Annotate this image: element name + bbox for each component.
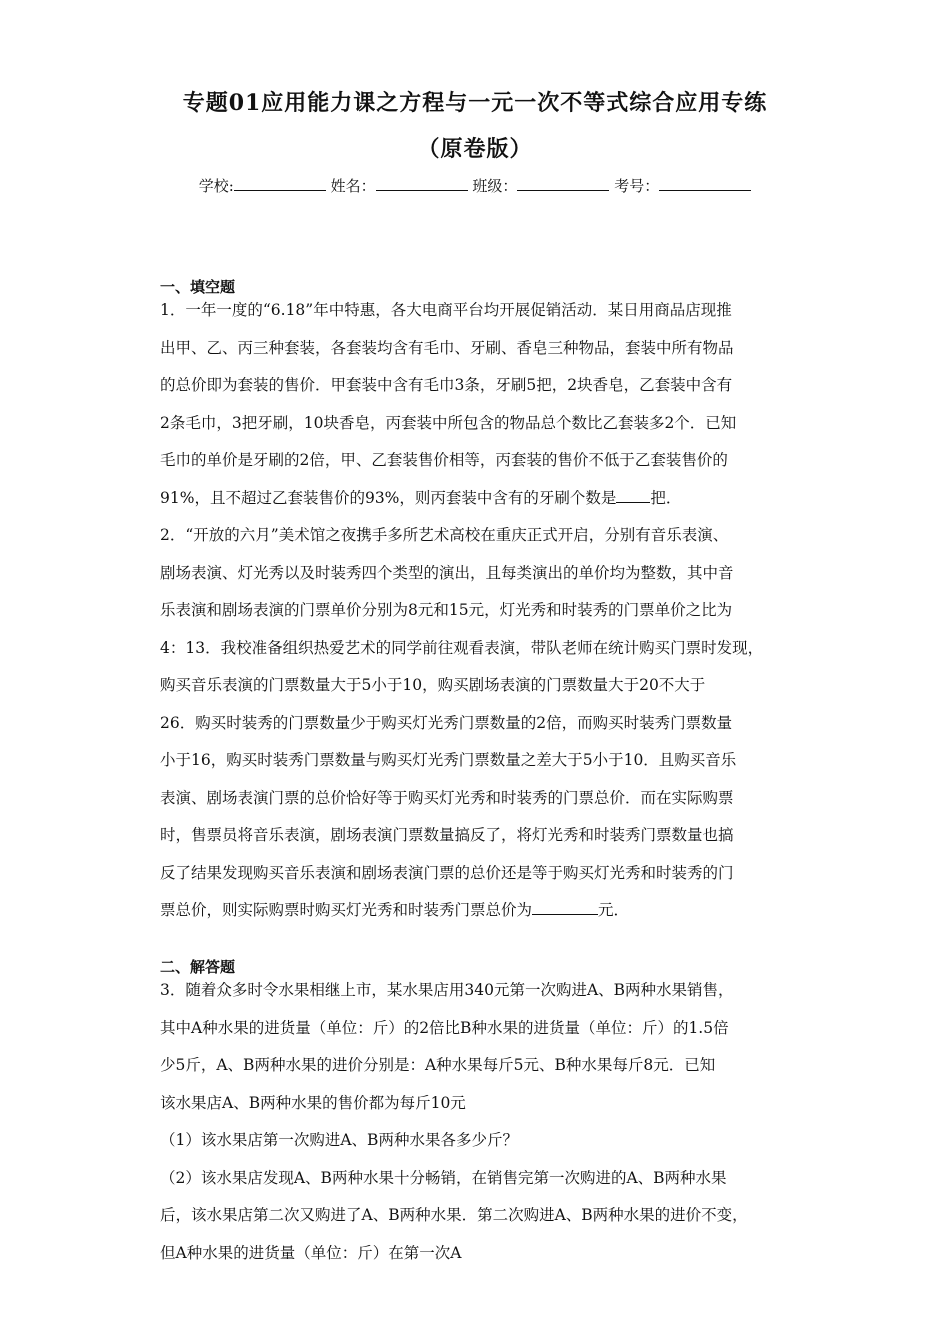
q3-line: 该水果店A、B两种水果的售价都为每斤10元	[160, 1093, 466, 1112]
q2-line: 小于16，购买时装秀门票数量与购买灯光秀门票数量之差大于5小于10．且购买音乐	[160, 751, 737, 769]
question-1	[160, 292, 800, 517]
q1-line: 2条毛巾，3把牙刷，10块香皂，丙套装中所包含的物品总个数比乙套装多2个．已知	[160, 413, 737, 432]
q2-line-last	[160, 892, 800, 930]
student-info-fields	[0, 175, 950, 196]
q3-line: 但A种水果的进货量（单位：斤）在第一次A	[160, 1243, 462, 1262]
q1-text-end: 把．	[650, 488, 682, 507]
q3-subquestion-1: （1）该水果店第一次购进A、B两种水果各多少斤？	[160, 1131, 518, 1149]
exam-number-label: 考号：	[614, 177, 660, 195]
question-2	[160, 517, 800, 930]
school-blank	[234, 176, 326, 191]
q3-line: 3．随着众多时令水果相继上市，某水果店用340元第一次购进A、B两种水果销售，	[160, 981, 734, 999]
q2-text-end: 元．	[598, 901, 630, 919]
q2-line: 乐表演和剧场表演的门票单价分别为8元和15元，灯光秀和时装秀的门票单价之比为	[160, 601, 733, 619]
q3-line: 其中A种水果的进货量（单位：斤）的2倍比B种水果的进货量（单位：斤）的1.5倍	[160, 1018, 729, 1037]
page-title: 专题01应用能力课之方程与一元一次不等式综合应用专练	[182, 90, 768, 116]
q2-line: 26．购买时装秀的门票数量少于购买灯光秀门票数量的2倍，而购买时装秀门票数量	[160, 713, 733, 732]
q2-line: 反了结果发现购买音乐表演和剧场表演门票的总价还是等于购买灯光秀和时装秀的门	[160, 863, 734, 882]
q1-text: 91%，且不超过乙套装售价的93%，则丙套装中含有的牙刷个数是	[160, 488, 617, 507]
q2-answer-blank[interactable]	[532, 900, 598, 915]
section-heading-solve: 二、解答题	[160, 958, 236, 976]
name-label: 姓名：	[330, 177, 376, 195]
section-heading-fill-blank: 一、填空题	[160, 278, 236, 296]
class-blank	[517, 176, 609, 191]
exam-number-blank	[659, 176, 751, 191]
q2-line: 4：13．我校准备组织热爱艺术的同学前往观看表演，带队老师在统计购买门票时发现，	[160, 638, 764, 657]
name-blank	[376, 176, 468, 191]
q2-line: 购买音乐表演的门票数量大于5小于10，购买剧场表演的门票数量大于20不大于	[160, 676, 706, 694]
q1-line: 毛巾的单价是牙刷的2倍，甲、乙套装售价相等，丙套装的售价不低于乙套装售价的	[160, 451, 728, 469]
page-subtitle: （原卷版）	[417, 136, 533, 162]
q3-subquestion-2: （2）该水果店发现A、B两种水果十分畅销，在销售完第一次购进的A、B两种水果	[160, 1168, 727, 1187]
school-label: 学校:	[198, 177, 234, 195]
q2-line: 时，售票员将音乐表演，剧场表演门票数量搞反了，将灯光秀和时装秀门票数量也搞	[160, 826, 734, 844]
q1-line: 出甲、乙、丙三种套装，各套装均含有毛巾、牙刷、香皂三种物品，套装中所有物品	[160, 338, 734, 357]
q2-text: 票总价，则实际购票时购买灯光秀和时装秀门票总价为	[160, 901, 533, 919]
q2-line: 2．“开放的六月”美术馆之夜携手多所艺术高校在重庆正式开启，分别有音乐表演、	[160, 526, 729, 544]
q1-line-last	[160, 480, 800, 518]
q2-line: 剧场表演、灯光秀以及时装秀四个类型的演出，且每类演出的单价均为整数，其中音	[160, 563, 734, 582]
q2-line: 表演、剧场表演门票的总价恰好等于购买灯光秀和时装秀的门票总价．而在实际购票	[160, 788, 734, 807]
q1-line: 1．一年一度的“6.18”年中特惠，各大电商平台均开展促销活动．某日用商品店现推	[160, 301, 732, 319]
q1-answer-blank[interactable]	[616, 488, 650, 503]
q3-line: 后，该水果店第二次又购进了A、B两种水果．第二次购进A、B两种水果的进价不变，	[160, 1206, 748, 1224]
question-3	[160, 972, 800, 1272]
q1-line: 的总价即为套装的售价．甲套装中含有毛巾3条，牙刷5把，2块香皂，乙套装中含有	[160, 376, 733, 394]
class-label: 班级：	[472, 177, 518, 195]
q3-line: 少5斤，A、B两种水果的进价分别是：A种水果每斤5元、B种水果每斤8元．已知	[160, 1056, 716, 1074]
